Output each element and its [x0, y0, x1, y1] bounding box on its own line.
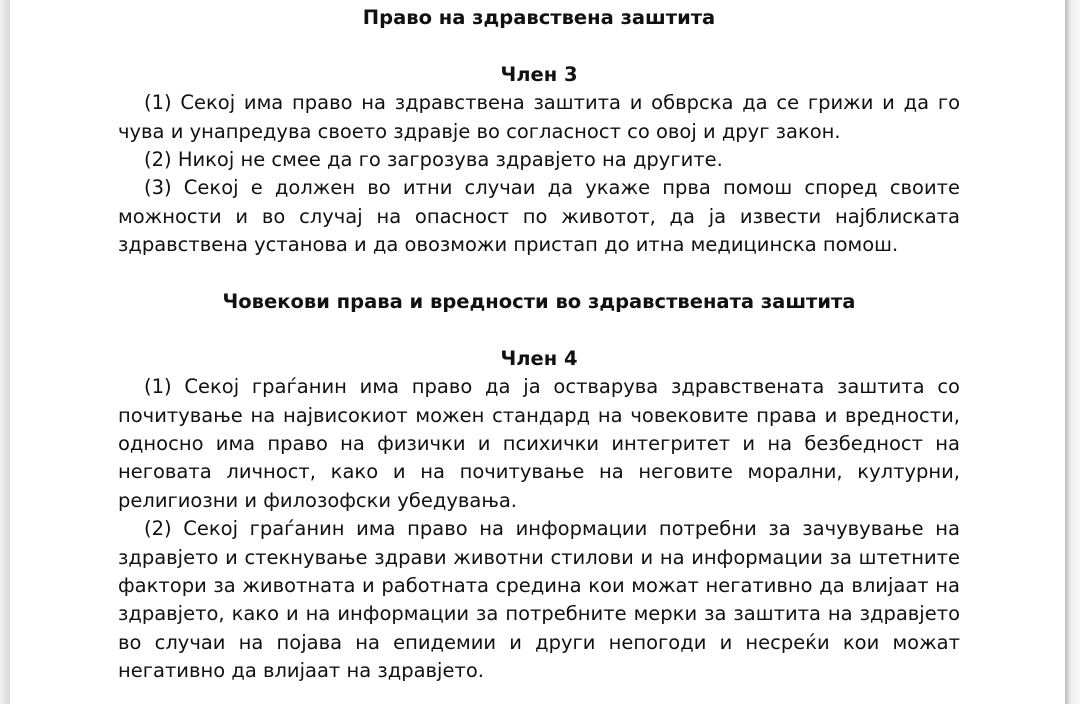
document-content: [118, 4, 960, 686]
article-3-paragraph-1: (1) Секој има право на здравствена заштита и обврска да се грижи и да го чува и унапредува своето здравје во согласност со овој и друг закон.: [118, 91, 960, 143]
article-3-title: Член 3: [500, 62, 578, 86]
article-4-title: Член 4: [500, 346, 578, 370]
article-4-paragraph-2: (2) Секој граѓанин има право на информации потребни за зачувување на здравјето и стекнување здрави животни стилови и на информации за штетните фактори за животната и работната средина кои можат негативно да влијаат на здравјето, како и на информации за потребните мерки за заштита на здравјето во случаи на појава на епидемии и други непогоди и несреќи кои можат негативно да влијаат на здравјето.: [118, 517, 960, 683]
article-3-paragraph-2: (2) Никој не смее да го загрозува здравјето на другите.: [144, 148, 723, 172]
page-edge-shadow: [1065, 0, 1080, 704]
page-left-margin: [0, 0, 10, 704]
article-4-paragraph-1: (1) Секој граѓанин има право да ја остварува здравствената заштита со почитување на највисокиот можен стандард на човековите права и вредности, односно има право на физички и психички интегритет и на безбедност на неговата личност, како и на почитување на неговите морални, културни, религиозни и филозофски убедувања.: [118, 375, 960, 512]
article-3-paragraph-3: (3) Секој е должен во итни случаи да укаже прва помош според своите можности и во случај на опасност по животот, да ја извести најблиската здравствена установа и да овозможи пристап до итна медицинска помош.: [118, 176, 960, 257]
section-title-health-right: Право на здравствена заштита: [362, 6, 716, 29]
section-title-human-rights: Човекови права и вредности во здравствената заштита: [222, 290, 856, 314]
